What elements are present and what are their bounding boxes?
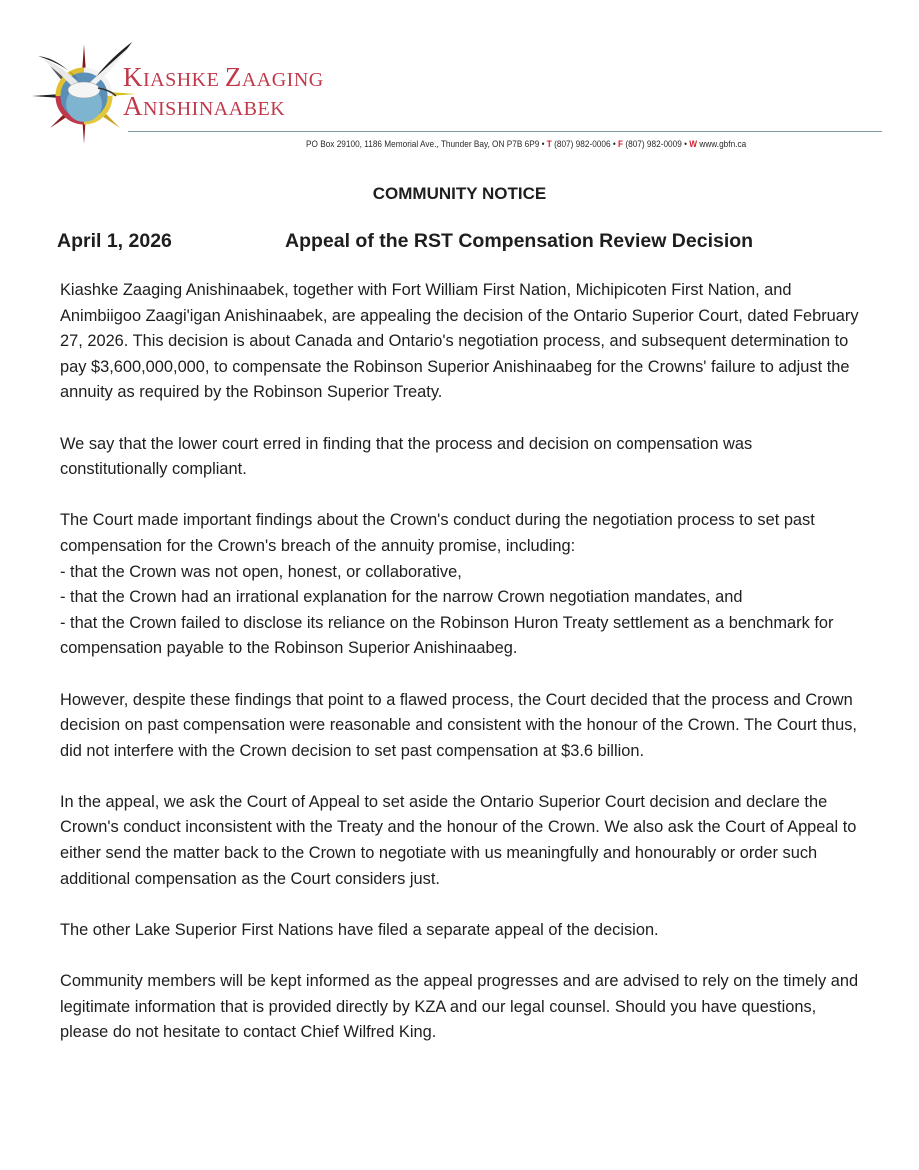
fax-label: F <box>618 139 624 150</box>
paragraph-1: Kiashke Zaaging Anishinaabek, together with Fort William First Nation, Michipicoten First Nation, and Animbiigoo Zaagi'igan Anishinaabek, are appealing the decision of the Ontario Superior Court, dated February 27, 2026. This decision is about Canada and Ontario's negotiation process, and subsequent determination to pay $3,600,000,000, to compensate the Robinson Superior Anishinaabeg for the Crowns' failure to adjust the annuity as required by the Robinson Superior Treaty. <box>60 281 859 402</box>
notice-title: COMMUNITY NOTICE <box>372 184 547 203</box>
org-name-line2: ANISHINAABEK <box>123 91 286 121</box>
paragraph-6: The other Lake Superior First Nations have filed a separate appeal of the decision. <box>60 920 659 939</box>
header-divider <box>128 131 882 132</box>
paragraph-7: Community members will be kept informed as the appeal progresses and are advised to rely on the timely and legitimate information that is provided directly by KZA and our legal counsel. Should you have questions, please do not hesitate to contact Chief Wilfred King. <box>60 972 859 1042</box>
paragraph-3 <box>60 508 860 662</box>
notice-body <box>60 278 860 1071</box>
finding-item: - that the Crown failed to disclose its reliance on the Robinson Huron Treaty settlement as a benchmark for compensation payable to the Robinson Superior Anishinaabeg. <box>60 613 834 658</box>
finding-item: - that the Crown was not open, honest, or collaborative, <box>60 562 462 581</box>
paragraph-2: We say that the lower court erred in finding that the process and decision on compensation was constitutionally compliant. <box>60 434 753 479</box>
contact-info: PO Box 29100, 1186 Memorial Ave., Thunder Bay, ON P7B 6P9 • T (807) 982-0006 • F (807) 982-0009 • W www.gbfn.ca <box>306 139 747 150</box>
finding-item: - that the Crown had an irrational explanation for the narrow Crown negotiation mandates, and <box>60 588 743 607</box>
notice-date: April 1, 2026 <box>57 230 172 252</box>
phone-label: T <box>546 139 552 150</box>
org-name-line1: KIASHKE ZAAGING <box>123 62 324 92</box>
paragraph-5: In the appeal, we ask the Court of Appeal to set aside the Ontario Superior Court decision and declare the Crown's conduct inconsistent with the Treaty and the honour of the Crown. We also ask the Court of Appeal to either send the matter back to the Crown to negotiate with us meaningfully and honourably or order such additional compensation as the Court considers just. <box>60 792 857 888</box>
paragraph-3-intro: The Court made important findings about the Crown's conduct during the negotiation process to set past compensation for the Crown's breach of the annuity promise, including: <box>60 511 815 555</box>
paragraph-4: However, despite these findings that point to a flawed process, the Court decided that the process and Crown decision on past compensation were reasonable and consistent with the honour of the Crown. The Court thus, did not interfere with the Crown decision to set past compensation at $3.6 billion. <box>60 690 857 760</box>
postal-address: PO Box 29100, 1186 Memorial Ave., Thunder Bay, ON P7B 6P9 <box>306 139 540 150</box>
notice-subject: Appeal of the RST Compensation Review Decision <box>285 230 754 252</box>
web-label: W <box>689 139 698 150</box>
website-link[interactable]: www.gbfn.ca <box>699 139 747 150</box>
phone-number: (807) 982-0006 <box>554 139 611 150</box>
fax-number: (807) 982-0009 <box>625 139 682 150</box>
organization-name <box>123 64 324 122</box>
